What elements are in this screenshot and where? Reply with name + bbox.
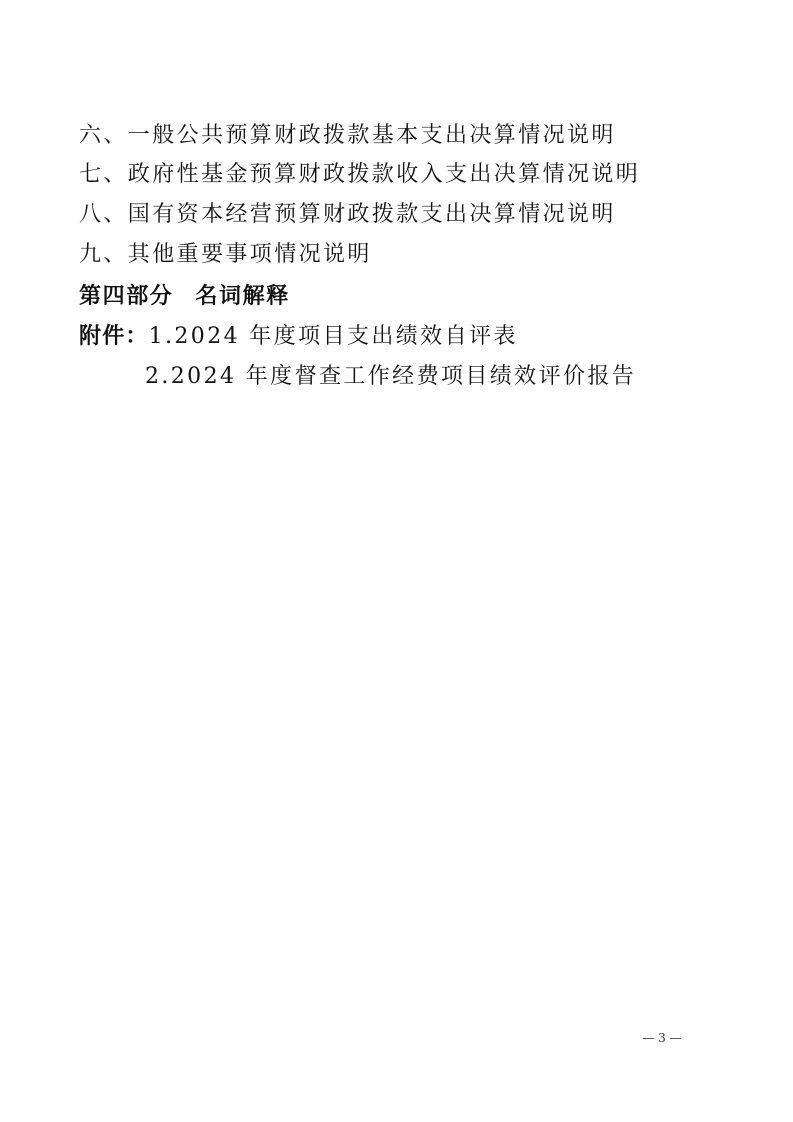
toc-item-7: 七、政府性基金预算财政拨款收入支出决算情况说明	[79, 162, 641, 187]
part4-label: 第四部分	[79, 284, 174, 309]
attachments-line-1	[79, 322, 518, 352]
toc-item-9: 九、其他重要事项情况说明	[79, 242, 372, 267]
toc-item-8: 八、国有资本经营预算财政拨款支出决算情况说明	[79, 202, 616, 227]
attachments-label: 附件：	[79, 324, 149, 349]
page-number: — 3 —	[642, 1031, 682, 1045]
part4-title: 名词解释	[195, 284, 290, 309]
attachment-item-1: 1.2024 年度项目支出绩效自评表	[148, 324, 518, 349]
toc-item-6: 六、一般公共预算财政拨款基本支出决算情况说明	[79, 123, 616, 148]
toc-part4-heading	[79, 282, 290, 312]
attachment-item-2: 2.2024 年度督查工作经费项目绩效评价报告	[145, 364, 637, 389]
